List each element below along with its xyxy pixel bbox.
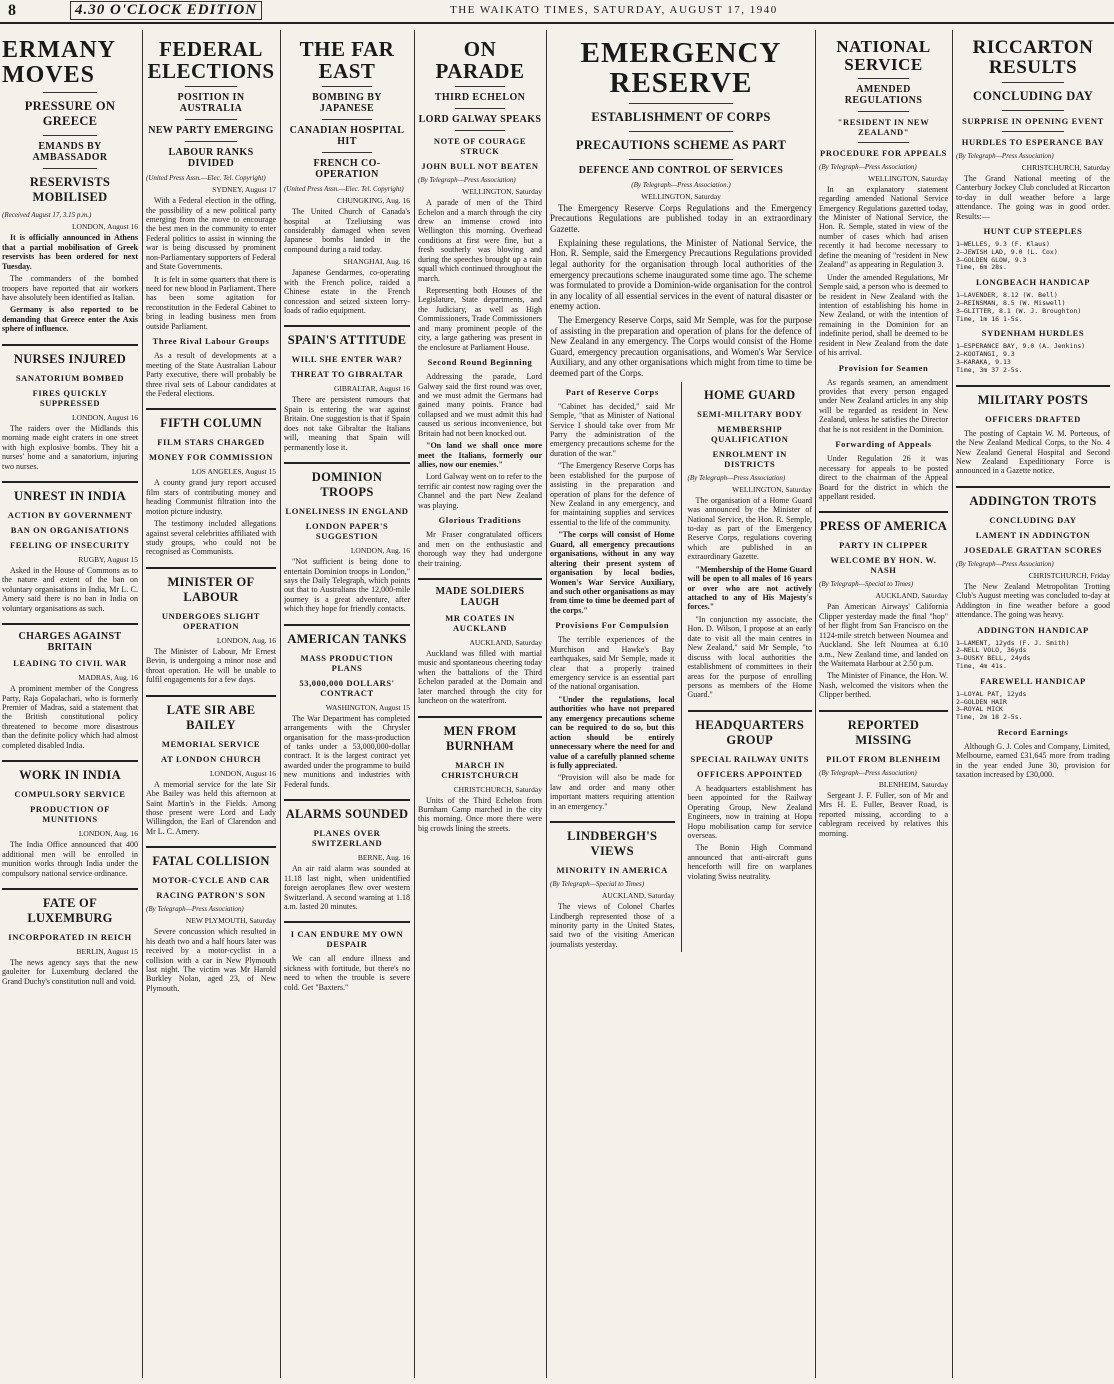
- deck: MONEY FOR COMMISSION: [148, 452, 274, 463]
- column-6: [819, 30, 948, 1378]
- headline: DOMINION TROOPS: [311, 470, 383, 500]
- article-paragraph: Lord Galway went on to refer to the terrific air contest now raging over the Channel and the part New Zealand was playing.: [418, 472, 542, 510]
- dateline: AUCKLAND, Saturday: [602, 891, 675, 901]
- subheading: Provisions For Compulsion: [555, 620, 670, 631]
- article-paragraph: The War Department has completed arrangements with the Chrysler organisation for the mass-production of tanks under a 53,000,000-dollar contract. It is the largest contract yet awarded under the programme to build new munitions and industries with Federal funds.: [284, 713, 410, 789]
- deck: FRENCH CO-OPERATION: [313, 158, 381, 181]
- dateline: BERLIN, August 15: [76, 946, 138, 956]
- race-results: 1—LAMENT, 12yds (F. J. Smith) 2—NELL VOLO, 36yds 3—DUSKY BELL, 24yds Time, 4m 41s.: [956, 638, 1070, 670]
- race-title: LONGBEACH HANDICAP: [976, 277, 1090, 288]
- article-paragraph: There are persistent rumours that Spain is entering the war against Britain. One suggestion is that if Spain does not take Gibraltar the Italians will, meaning that Spain will permanently lose it.: [284, 395, 410, 452]
- column-rule: [546, 30, 547, 1378]
- headline: ADDINGTON TROTS: [969, 493, 1097, 508]
- article-paragraph: "Cabinet has decided," said Mr Semple, "that as Minister of National Service I should take over from Mr Parry the administration of the emergency precautions scheme for the duration of the war.": [550, 401, 675, 458]
- deck: MARCH IN CHRISTCHURCH: [441, 759, 519, 780]
- article-paragraph: The posting of Captain W. M. Porteous, of the New Zealand Medical Corps, to the No. 4 New Zealand General Hospital and Second New Zealand Expeditionary Force is announced in a Gazette notice.: [956, 428, 1110, 476]
- headline: AMERICAN TANKS: [287, 631, 407, 646]
- deck: "RESIDENT IN NEW ZEALAND": [837, 116, 930, 137]
- deck: RACING PATRON'S SON: [156, 890, 266, 901]
- article-paragraph: "Under the regulations, local authorities who have not prepared any emergency precautions scheme can be required to do so, but this action should be entirely unnecessary where the need for and value of a carefully planned scheme is fully appreciated.: [550, 694, 675, 770]
- column-4: [418, 30, 542, 1378]
- article-paragraph: The India Office announced that 400 additional men will be enrolled in munition works through India under the compulsory national service ordinance.: [2, 840, 138, 878]
- deck: BAN ON ORGANISATIONS: [10, 524, 130, 535]
- dateline: LONDON, August 16: [209, 768, 276, 778]
- credit-line: (By Telegraph—Press Association): [819, 768, 917, 777]
- credit-line: (By Telegraph—Press Association): [819, 162, 917, 171]
- article-paragraph: Addressing the parade, Lord Galway said the first round was over, and we must admit the Germans had gained many points. France had collapsed and we must admit this had caused us serious inconvenience, but Britain had not been knocked out.: [418, 372, 542, 438]
- article-paragraph: Under Regulation 26 it was necessary for appeals to be posted direct to the chairman of the Appeal Board for the district in which the appellant resided.: [819, 454, 948, 501]
- credit-line: (By Telegraph—Press Association): [956, 559, 1054, 568]
- dateline: LONDON, Aug. 16: [216, 635, 276, 645]
- column-rule: [952, 30, 953, 1378]
- article-paragraph: "The Emergency Reserve Corps has been established for the purpose of assisting in the preparation and operation of plans for the defence of New Zealand in any emergency, and for maintaining supplies and services essential to the life of the community.: [550, 461, 675, 527]
- deck: CONCLUDING DAY: [989, 514, 1077, 525]
- dateline: WASHINGTON, August 15: [325, 702, 410, 712]
- credit-line: (By Telegraph—Press Association.): [631, 180, 731, 189]
- deck: CONCLUDING DAY: [972, 88, 1094, 103]
- article-paragraph: The New Zealand Metropolitan Trotting Club's August meeting was concluded to-day at Addington in fine weather before a good attendance. The going was heavy.: [956, 581, 1110, 620]
- article-paragraph: The Bonin High Command announced that anti-aircraft guns henceforth will fire on warplanes violating Swiss neutrality.: [687, 843, 812, 881]
- headline: ON PARADE: [435, 37, 525, 84]
- column-1: [2, 30, 138, 1378]
- headline: MINISTER OF LABOUR: [167, 574, 255, 604]
- deck: SEMI-MILITARY BODY: [697, 408, 803, 419]
- headline: REPORTED MISSING: [847, 717, 920, 747]
- deck: MR COATES IN AUCKLAND: [445, 612, 515, 633]
- article-paragraph: Mr Fraser congratulated officers and men on the enthusiastic and thorough way they had undergone their training.: [418, 530, 542, 568]
- column-rule: [280, 30, 281, 1378]
- dateline: CHUNGKING, Aug. 16: [337, 196, 410, 206]
- article-paragraph: The Minister of Finance, the Hon. W. Nash, welcomed the visitors when the Clipper berthed.: [819, 671, 948, 700]
- dateline: AUCKLAND, Saturday: [875, 591, 948, 601]
- headline: FIFTH COLUMN: [160, 416, 262, 431]
- deck: LONDON PAPER'S SUGGESTION: [305, 521, 389, 542]
- article-paragraph: "Not sufficient is being done to entertain Dominion troops in London," says the Daily Telegraph, which points out that to Australians the 12,000-mile journey is a great adventure, after which they hope for friendly contacts.: [284, 557, 410, 614]
- article-paragraph: The Minister of Labour, Mr Ernest Bevin, is undergoing a minor nose and throat operation. He will be unable to fulfil engagements for a few days.: [146, 646, 276, 685]
- headline: THE FAR EAST: [299, 37, 395, 84]
- dateline: CHRISTCHURCH, Saturday: [1021, 162, 1110, 172]
- column-rule: [414, 30, 415, 1378]
- dateline: GIBRALTAR, August 16: [333, 384, 410, 394]
- headline: WORK IN INDIA: [19, 768, 121, 783]
- credit-line: (By Telegraph—Special to Times): [819, 580, 914, 589]
- deck: SPECIAL RAILWAY UNITS: [690, 753, 809, 764]
- deck: FEELING OF INSECURITY: [10, 539, 130, 550]
- column-2: [146, 30, 276, 1378]
- headline: PRESS OF AMERICA: [819, 519, 948, 534]
- headline: UNREST IN INDIA: [14, 488, 126, 503]
- dateline: WELLINGTON, Saturday: [732, 484, 812, 494]
- deck: LAMENT IN ADDINGTON: [975, 529, 1091, 540]
- deck: MASS PRODUCTION PLANS: [300, 652, 394, 673]
- article-paragraph: A prominent member of the Congress Party, Raja Gopalachari, who is formerly Premier of Madras, said a statement that the British constitutional policy threatened to become more disastrous than the definite policy which had almost completed disabled India.: [2, 684, 138, 750]
- deck: UNDERGOES SLIGHT OPERATION: [161, 610, 261, 631]
- deck: MOTOR-CYCLE AND CAR: [152, 875, 270, 886]
- deck: FILM STARS CHARGED: [157, 437, 265, 448]
- deck: MEMBERSHIP QUALIFICATION: [710, 423, 789, 444]
- article-paragraph: Under the amended Regulations, Mr Semple said, a person who is deemed to be resident in New Zealand with the intention of establishing his home in New Zealand, or with the intention of remaining in the Dominion for an indefinite period, shall be deemed to be resident in New Zealand from the date of his arrival.: [819, 272, 948, 358]
- dateline: LONDON, Aug. 16: [350, 546, 410, 556]
- article-paragraph: Severe concussion which resulted in his death two and a half hours later was received by a motor-cyclist in a collision with a car in New Plymouth last night. The victim was Mr Harold Burkley Nolan, aged 23, of New Plymouth.: [146, 927, 276, 993]
- article-paragraph: Although G. J. Coles and Company, Limited, Melbourne, earned £31,645 more from trading in the year ended June 30, provision for taxation increased by £30,000.: [956, 741, 1110, 780]
- race-results: 1—LOYAL PAT, 12yds 2—GOLDEN HAIR 3—ROYAL MICK Time, 2m 18 2-5s.: [956, 689, 1027, 722]
- article-paragraph: The United Church of Canada's hospital at Tzeliutsing was considerably damaged when seven Japanese bombs landed in the compound during a raid today.: [284, 207, 410, 254]
- article-paragraph: Explaining these regulations, the Minister of National Service, the Hon. R. Semple, said the Emergency Precautions Regulations provided legal authority for the organisation through local authorities of the emergency precautions scheme inaugurated some time ago. The scheme was formulated to provide a Dominion-wide organisation for the control in any locality of all essential services in the event of natural disaster or enemy action.: [550, 237, 812, 312]
- article-paragraph: Units of the Third Echelon from Burnham Camp marched in the city this morning. Once more there were big crowds lining the streets.: [418, 795, 542, 833]
- dateline: RUGBY, August 15: [78, 554, 138, 564]
- headline: NURSES INJURED: [13, 351, 127, 366]
- deck: JOSEDALE GRATTAN SCORES: [963, 544, 1103, 555]
- article-paragraph: Germany is also reported to be demanding that Greece enter the Axis sphere of influence.: [2, 305, 138, 334]
- column-rule: [142, 30, 143, 1378]
- article-paragraph: A memorial service for the late Sir Abe Bailey was held this afternoon at Saint Martin's in the Fields. Among those present were Lord and Lady Willingdon, the Earl of Clarendon and Mr L. C. Amery.: [146, 779, 276, 836]
- paper-dateline: THE WAIKATO TIMES, SATURDAY, AUGUST 17, 1940: [450, 4, 778, 16]
- article-paragraph: A headquarters establishment has been appointed for the Railway Operating Group, New Zealand Engineers, now in training at Hopu Hopu mobilisation camp for service overseas.: [687, 783, 812, 840]
- deck: ENROLMENT IN DISTRICTS: [712, 448, 787, 469]
- subheading: Three Rival Labour Groups: [152, 336, 270, 347]
- deck: BOMBING BY JAPANESE: [312, 92, 382, 115]
- headline: MILITARY POSTS: [977, 392, 1089, 407]
- headline: EMERGENCY RESERVE: [580, 37, 782, 100]
- deck: LEADING TO CIVIL WAR: [13, 658, 127, 669]
- article-paragraph: Representing both Houses of the Legislature, State departments, and the Judiciary, as well as High Commissioners, Trade Commissioners and many prominent people of the city, a large gathering was present in the enclosure at Parliament House.: [418, 286, 542, 352]
- deck: HURDLES TO ESPERANCE BAY: [961, 136, 1105, 147]
- dateline: SHANGHAI, Aug. 16: [343, 257, 410, 267]
- credit-line: (By Telegraph—Press Association): [146, 905, 244, 914]
- article-paragraph: The raiders over the Midlands this morning made eight craters in one street with high explosive bombs. They hit a nurses' home and a sanatorium, injuring two nurses.: [2, 423, 138, 471]
- deck: LABOUR RANKS DIVIDED: [168, 147, 254, 170]
- headline: SPAIN'S ATTITUDE: [287, 333, 407, 348]
- article-paragraph: The organisation of a Home Guard was announced by the Minister of National Service, the Hon. R. Semple, to-day as part of the Emergency Reserve Corps, regulations covering which are published in an extraordinary Gazette.: [687, 495, 812, 562]
- deck: POSITION IN AUSTRALIA: [177, 92, 245, 115]
- column-rule: [815, 30, 816, 1378]
- dateline: LONDON, August 16: [71, 412, 138, 422]
- deck: ACTION BY GOVERNMENT: [7, 509, 133, 520]
- dateline: BERNE, Aug. 16: [357, 853, 410, 863]
- article-paragraph: The commanders of the bombed troopers have reported that air workers have absolutely been identified as Italian.: [2, 274, 138, 302]
- headline: FATE OF LUXEMBURG: [27, 895, 113, 925]
- deck: SURPRISE IN OPENING EVENT: [962, 115, 1104, 126]
- deck: OFFICERS DRAFTED: [985, 413, 1081, 424]
- dateline: LOS ANGELES, August 15: [191, 467, 276, 477]
- dateline: MADRAS, Aug. 16: [78, 673, 138, 683]
- race-results: 1—LAVENDER, 8.12 (W. Bell) 2—REINSMAN, 8.5 (W. Miswell) 3—GLITTER, 8.1 (W. J. Broughton) Time, 1m 16 1-5s.: [956, 291, 1082, 323]
- dateline: BLENHEIM, Saturday: [878, 779, 948, 789]
- deck: PLANES OVER SWITZERLAND: [311, 828, 383, 849]
- article-paragraph: Auckland was filled with martial music and spontaneous cheering today when the battalions of the Third Echelon paraded at the Domain and later marched through the city for luncheon on the waterfront.: [418, 648, 542, 706]
- article-quote: "On land we shall once more meet the Italians, formerly our allies, now our enemies.": [418, 441, 542, 470]
- deck: 53,000,000 DOLLARS' CONTRACT: [299, 677, 395, 698]
- deck: COMPULSORY SERVICE: [14, 789, 126, 800]
- deck: LONELINESS IN ENGLAND: [285, 506, 409, 517]
- advertisement-text: We can all endure illness and sickness with fortitude, but there's no need to when the trouble is severe cold. Get "Baxters.": [284, 954, 410, 992]
- headline: RICCARTON RESULTS: [972, 37, 1094, 78]
- credit-line: (By Telegraph—Press Association): [687, 473, 786, 482]
- deck: WELCOME BY HON. W. NASH: [830, 555, 937, 576]
- headline: LATE SIR ABE BAILEY: [166, 702, 256, 732]
- article-paragraph: The terrible experiences of the Murchison and Hawke's Bay earthquakes, said Mr Semple, made it clear that a properly trained emergency service is an essential part of the national organisation.: [550, 635, 675, 692]
- deck: JOHN BULL NOT BEATEN: [421, 161, 539, 172]
- deck: CANADIAN HOSPITAL HIT: [289, 125, 405, 148]
- headline: ALARMS SOUNDED: [285, 807, 409, 822]
- article-paragraph: The testimony included allegations against several celebrities affiliated with study groups, who could not be recognised as Communists.: [146, 519, 276, 557]
- race-title: ADDINGTON HANDICAP: [977, 624, 1089, 635]
- deck: AT LONDON CHURCH: [161, 753, 261, 764]
- deck: PRODUCTION OF MUNITIONS: [30, 804, 110, 825]
- article-paragraph: Asked in the House of Commons as to the nature and extent of the ban on voluntary organisations in India, Mr L. C. Amery said there is no ban in India on voluntary organisations as such.: [2, 565, 138, 613]
- dateline: LONDON, Aug. 16: [78, 829, 138, 839]
- article-paragraph: With a Federal election in the offing, the possibility of a new political party emerging from the move to encourage the best men in the community to enter Federal politics to assist in winning the war is being discussed by prominent non-Parliamentary supporters of Federal and State Governments.: [146, 196, 276, 272]
- deck: PILOT FROM BLENHEIM: [826, 753, 941, 764]
- credit-line: (United Press Assn.—Elec. Tel. Copyright): [284, 185, 404, 194]
- deck: RESERVISTS MOBILISED: [29, 175, 111, 205]
- deck: LORD GALWAY SPEAKS: [418, 114, 542, 126]
- deck: THREAT TO GIBRALTAR: [290, 369, 404, 380]
- headline: MADE SOLDIERS LAUGH: [435, 585, 525, 608]
- dateline: CHRISTCHURCH, Friday: [1028, 570, 1110, 580]
- deck: OFFICERS APPOINTED: [697, 768, 803, 779]
- article-paragraph: "Membership of the Home Guard will be open to all males of 16 years or over who are not actively attached to any of His Majesty's forces.": [687, 564, 812, 612]
- deck: PROCEDURE FOR APPEALS: [820, 147, 947, 158]
- deck: NEW PARTY EMERGING: [148, 125, 274, 137]
- deck: MINORITY IN AMERICA: [556, 865, 668, 876]
- subheading: Record Earnings: [997, 726, 1069, 737]
- headline: NATIONAL SERVICE: [836, 37, 931, 74]
- column-7: [956, 30, 1110, 1378]
- deck: THIRD ECHELON: [434, 92, 526, 104]
- dateline: NEW PLYMOUTH, Saturday: [185, 916, 276, 926]
- deck: MEMORIAL SERVICE: [161, 738, 261, 749]
- deck: SANATORIUM BOMBED: [15, 372, 125, 383]
- dateline: WELLINGTON, Saturday: [641, 191, 721, 201]
- subheading: Glorious Traditions: [438, 515, 522, 526]
- race-title: FAREWELL HANDICAP: [980, 675, 1086, 686]
- masthead: [0, 0, 1114, 24]
- sub-column-left: [550, 382, 675, 953]
- article-paragraph: In an explanatory statement regarding amended National Service Emergency Regulations gazetted today, the Minister of National Service, the Hon. R. Semple, stated in view of the number of cases which had arisen recently it had become necessary to define the meaning of "resident in New Zealand" as appearing in Regulation 3.: [819, 184, 948, 270]
- article-paragraph: A parade of men of the Third Echelon and a march through the city drew an immense crowd into Wellington this morning. Overhead conditions at first were fine, but a fresh southerly was blowing and during the speeches brought up a rain squall which continued throughout the march.: [418, 198, 542, 283]
- article-paragraph: The Grand National meeting of the Canterbury Jockey Club concluded at Riccarton to-day in dull weather before a large attendance. The going was in good order. Results:—: [956, 173, 1110, 221]
- headline: ERMANY MOVES: [2, 37, 116, 89]
- article-paragraph: It is officially announced in Athens that a partial mobilisation of Greek reservists has been ordered for next Tuesday.: [2, 233, 138, 271]
- deck: NOTE OF COURAGE STRUCK: [433, 136, 527, 157]
- headline: HOME GUARD: [703, 387, 796, 402]
- deck: PRESSURE ON GREECE: [24, 99, 116, 129]
- deck: DEFENCE AND CONTROL OF SERVICES: [578, 164, 784, 176]
- edition-label: 4.30 O'CLOCK EDITION: [70, 1, 262, 20]
- subheading: Forwarding of Appeals: [835, 439, 932, 450]
- dateline: AUCKLAND, Saturday: [469, 637, 542, 647]
- article-paragraph: Japanese Gendarmes, co-operating with the French police, raided a Chinese estate in the French concession and seized sixteen lorry-loads of radio equipment.: [284, 268, 410, 316]
- headline: LINDBERGH'S VIEWS: [567, 829, 658, 859]
- deck: PARTY IN CLIPPER: [839, 540, 928, 551]
- deck: INCORPORATED IN REICH: [8, 931, 132, 942]
- deck: WILL SHE ENTER WAR?: [291, 354, 403, 365]
- race-results: 1—WELLES, 9.3 (F. Klaus) 2—JEWISH LAD, 9.0 (L. Cox) 3—GOLDEN GLOW, 9.3 Time, 6m 28s.: [956, 240, 1058, 272]
- advertisement-heading: I CAN ENDURE MY OWN DESPAIR: [290, 929, 404, 950]
- article-paragraph: The Emergency Reserve Corps Regulations and the Emergency Precautions Regulations are published today in an extraordinary Gazette.: [550, 202, 812, 235]
- dateline: LONDON, August 16: [71, 222, 138, 232]
- article-paragraph: "In conjunction my associate, the Hon. D. Wilson, I propose at an early date to visit all the main centres in New Zealand," said Mr Semple, "to discuss with local authorities the establishment of committees in their areas for the purpose of enrolling persons as members of the Home Guard.": [687, 614, 812, 700]
- article-paragraph: Sergeant J. F. Fuller, son of Mr and Mrs H. E. Fuller, Beaver Road, is reported missing, according to a cablegram received by relatives this morning.: [819, 790, 948, 838]
- credit-line: (Received August 17, 3.15 p.m.): [2, 211, 92, 220]
- headline: MEN FROM BURNHAM: [443, 723, 517, 753]
- headline: CHARGES AGAINST BRITAIN: [18, 631, 122, 654]
- page-number: 8: [8, 2, 16, 19]
- deck: PRECAUTIONS SCHEME AS PART: [575, 137, 787, 152]
- article-paragraph: A county grand jury report accused film stars of contributing money and heading Communist filtration into the motion picture industry.: [146, 478, 276, 516]
- article-paragraph: The Emergency Reserve Corps, said Mr Semple, was for the purpose of assisting in the preparation and operation of plans for the defence of New Zealand in any emergency. The Corps would consist of the Home Guard, emergency precaution organisations, and Women's War Service Auxiliary, and any other organisations which might from time to time be deemed part of the Corps.: [550, 314, 812, 379]
- headline: HEADQUARTERS GROUP: [695, 717, 805, 747]
- credit-line: (By Telegraph—Special to Times): [550, 880, 645, 889]
- article-paragraph: Pan American Airways' California Clipper yesterday made the final "hop" of her flight from San Francisco on the 1124-mile stretch between Noumea and Auckland. She left Noumea at 6.10 a.m., New Zealand time, and landed on the Waitemata Harbour at 2.50 p.m.: [819, 602, 948, 668]
- article-paragraph: As regards seamen, an amendment provides that every person engaged under New Zealand articles in any ship will be regarded as resident in New Zealand, unless he satisfies the Director that he is not resident in the Dominion.: [819, 377, 948, 434]
- dateline: WELLINGTON, Saturday: [868, 173, 948, 183]
- subheading: Provision for Seamen: [838, 362, 929, 373]
- article-paragraph: It is felt in some quarters that there is need for new blood in Parliament. There has been some agitation for reconstitution in the Federal Cabinet to bring in leading business men from outside Parliament.: [146, 274, 276, 331]
- headline: FEDERAL ELECTIONS: [147, 37, 275, 84]
- column-5: [550, 30, 812, 1378]
- subheading: Second Round Beginning: [427, 357, 533, 368]
- article-paragraph: "The corps will consist of Home Guard, all emergency precautions organisations, without in any way altering their present system of organisation by local bodies, Women's War Service Auxiliary, and such other organisations as may from time to time be deemed part of the corps.": [550, 530, 675, 615]
- credit-line: (By Telegraph—Press Association): [418, 176, 516, 185]
- article-paragraph: An air raid alarm was sounded at 11.18 last night, when unidentified foreign aeroplanes flew over western Switzerland. A second warning at 1.18 a.m. lasted 20 minutes.: [284, 864, 410, 911]
- credit-line: (United Press Assn.—Elec. Tel. Copyright): [146, 174, 266, 183]
- article-paragraph: "Provision will also be made for law and order and many other important matters requiring attention in an emergency.": [550, 773, 675, 811]
- dateline: CHRISTCHURCH, Saturday: [453, 784, 542, 794]
- race-results: 1—ESPERANCE BAY, 9.0 (A. Jenkins) 2—KOOTANGI, 9.3 3—KARAKA, 9.13 Time, 3m 37 2-5s.: [956, 342, 1086, 374]
- headline: FATAL COLLISION: [152, 854, 270, 869]
- deck: ESTABLISHMENT OF CORPS: [591, 109, 771, 124]
- article-paragraph: The views of Colonel Charles Lindbergh represented those of a minority party in the United States, said two of the visiting American journalists yesterday.: [550, 902, 675, 949]
- race-title: SYDENHAM HURDLES: [981, 328, 1085, 339]
- dateline: WELLINGTON, Saturday: [462, 187, 542, 197]
- deck: AMENDED REGULATIONS: [844, 83, 923, 106]
- article-paragraph: As a result of developments at a meeting of the State Australian Labour Party executive, there will probably be three rival sets of Labour candidates at the Federal elections.: [146, 351, 276, 398]
- credit-line: (By Telegraph—Press Association): [956, 151, 1054, 160]
- race-title: HUNT CUP STEEPLES: [983, 226, 1083, 237]
- sub-column-right: [688, 382, 813, 953]
- article-paragraph: The news agency says that the new gauleiter for Luxemburg declared the Grand Duchy's constitution null and void.: [2, 957, 138, 986]
- deck: FIRES QUICKLY SUPPRESSED: [32, 387, 108, 408]
- column-3: [284, 30, 410, 1378]
- deck: EMANDS BY AMBASSADOR: [32, 141, 108, 164]
- subheading: Part of Reserve Corps: [565, 386, 659, 397]
- dateline: SYDNEY, August 17: [212, 185, 276, 195]
